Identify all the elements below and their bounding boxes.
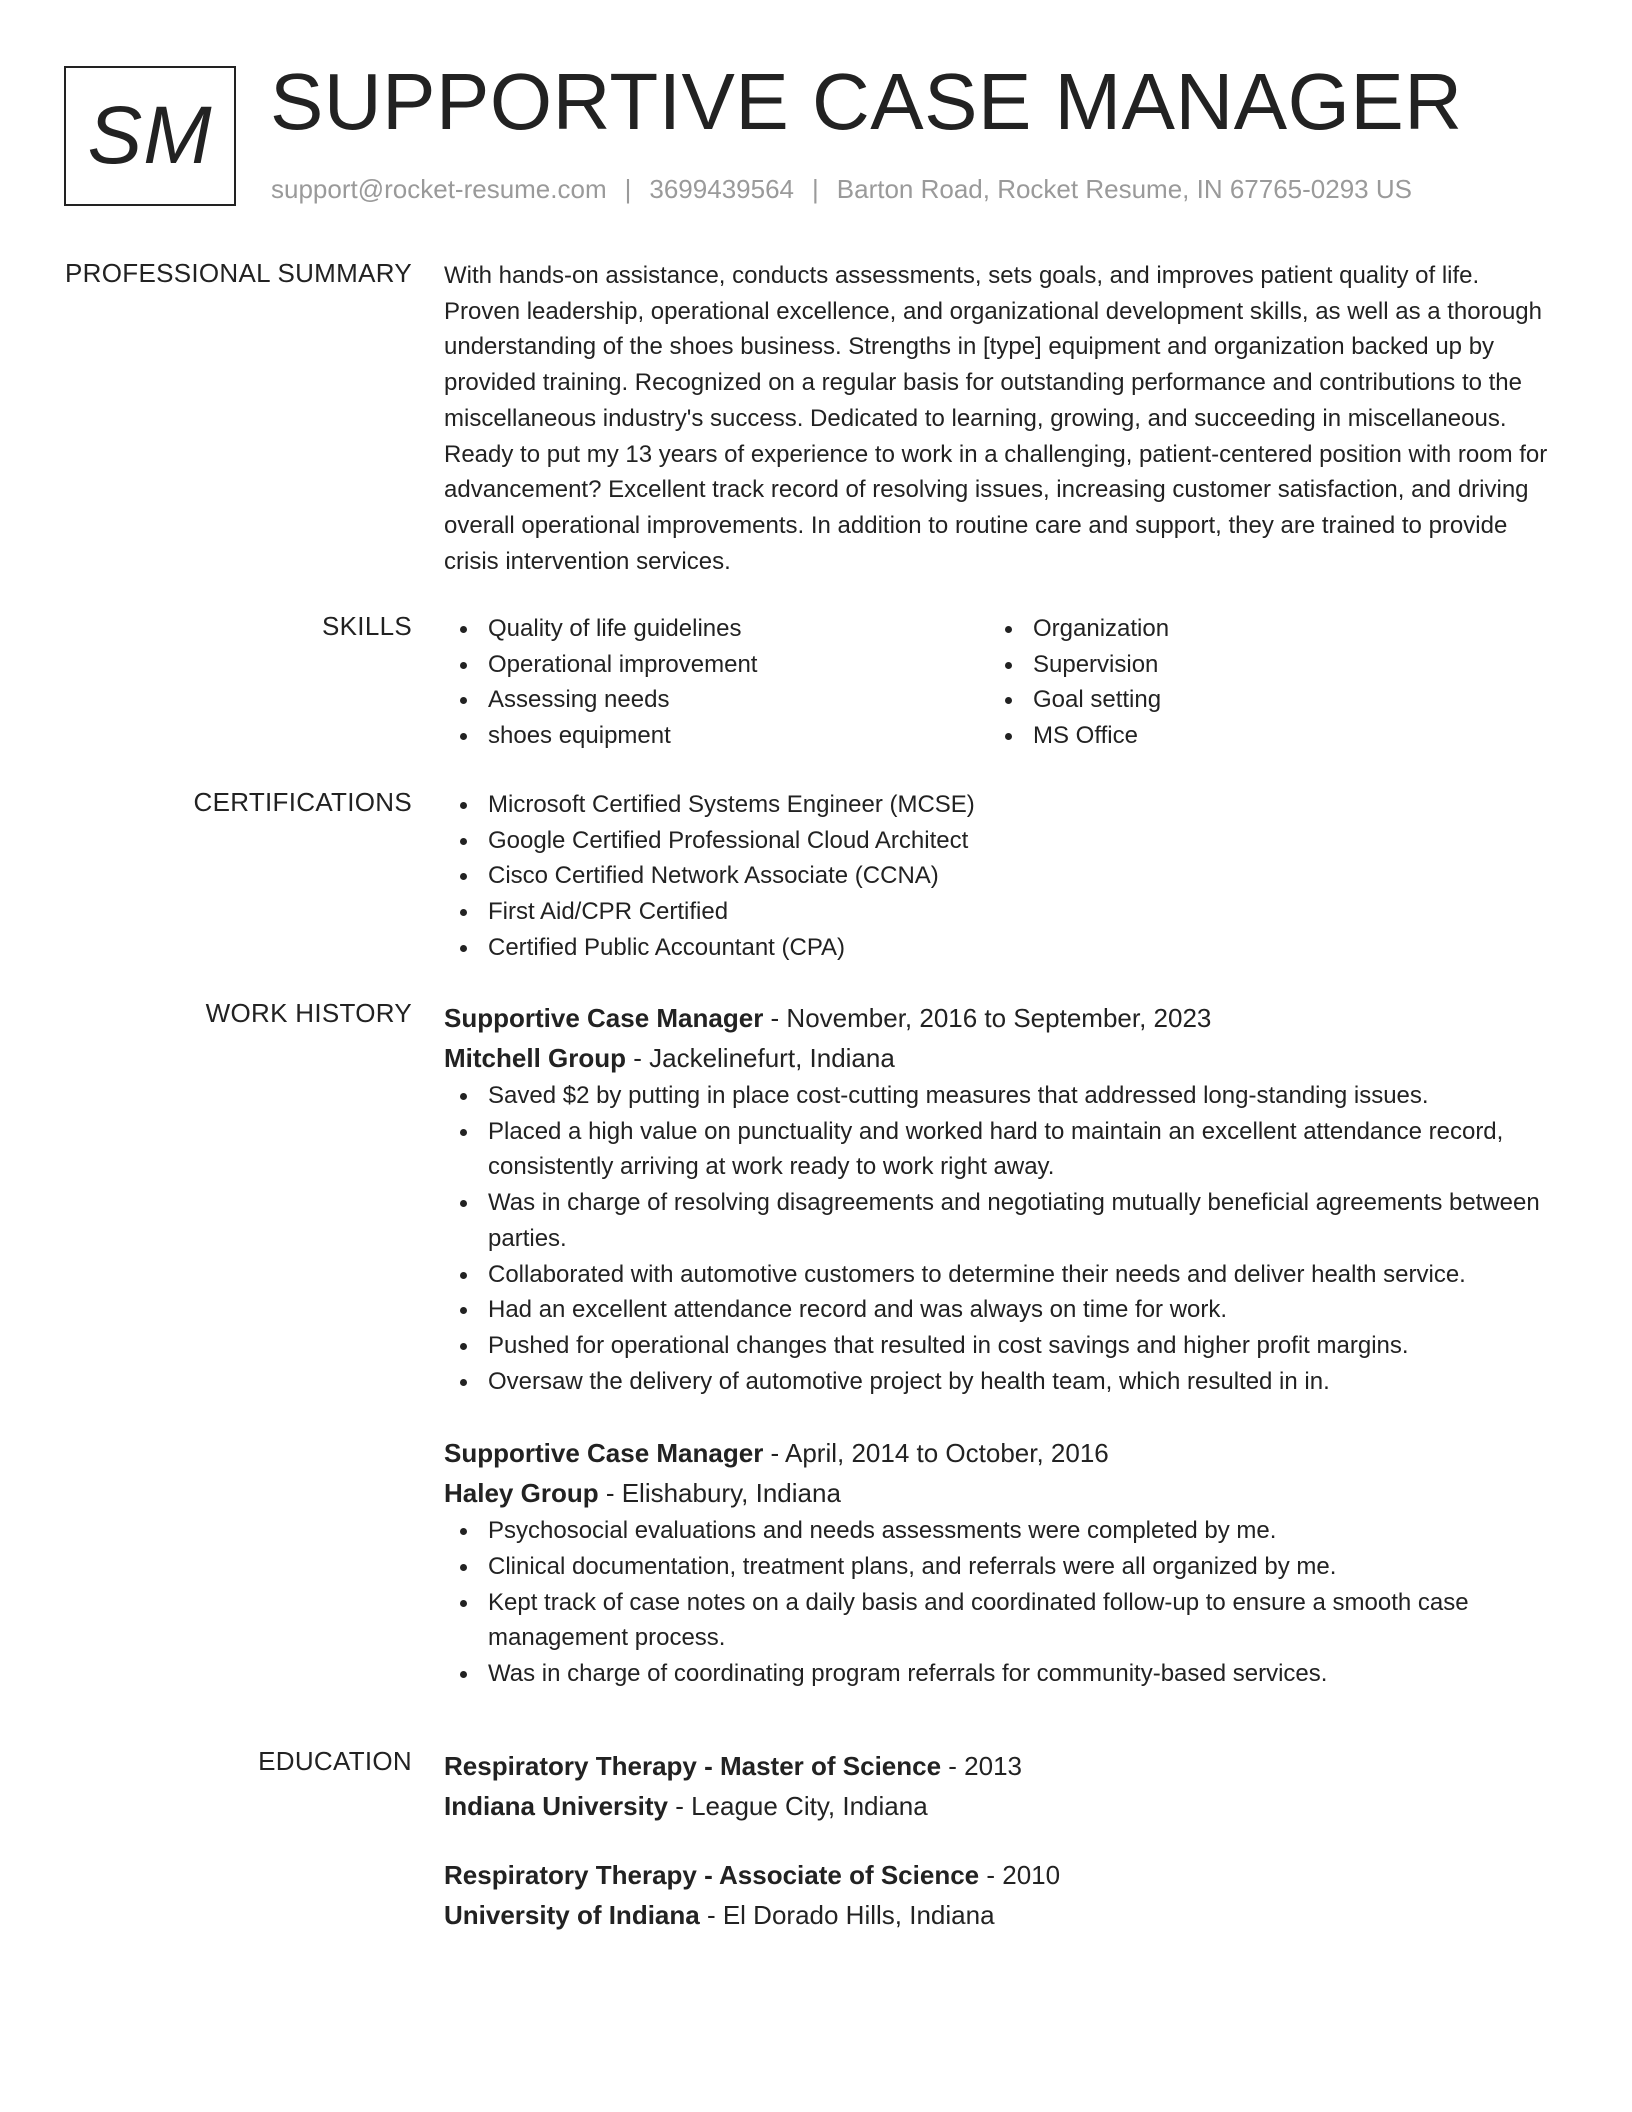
page-title: SUPPORTIVE CASE MANAGER	[270, 57, 1463, 146]
job-location: - Jackelinefurt, Indiana	[626, 1043, 895, 1073]
section-heading-certifications: CERTIFICATIONS	[193, 787, 412, 817]
duty-item: Had an excellent attendance record and was always on time for work.	[444, 1292, 1554, 1328]
job-company-line	[444, 1473, 1554, 1513]
certification-item: Cisco Certified Network Associate (CCNA)	[444, 858, 1554, 894]
certification-item: Microsoft Certified Systems Engineer (MCSE)	[444, 787, 1554, 823]
certification-item: First Aid/CPR Certified	[444, 894, 1554, 930]
duty-item: Pushed for operational changes that resulted in cost savings and higher profit margins.	[444, 1328, 1554, 1364]
skill-item: Goal setting	[989, 682, 1534, 718]
duty-item: Was in charge of resolving disagreements and negotiating mutually beneficial agreements between parties.	[444, 1185, 1554, 1256]
degree: Respiratory Therapy - Master of Science	[444, 1751, 942, 1781]
phone-number: 3699439564	[649, 174, 794, 204]
duty-item: Collaborated with automotive customers to determine their needs and deliver health service.	[444, 1257, 1554, 1293]
skill-item: MS Office	[989, 718, 1534, 754]
duty-item: Clinical documentation, treatment plans, and referrals were all organized by me.	[444, 1549, 1554, 1585]
section-heading-skills: SKILLS	[322, 611, 412, 641]
school-location: - El Dorado Hills, Indiana	[699, 1900, 995, 1930]
address: Barton Road, Rocket Resume, IN 67765-0293 US	[836, 174, 1412, 204]
degree-line	[444, 1746, 1554, 1786]
company-name: Mitchell Group	[444, 1043, 626, 1073]
job-entry	[444, 1433, 1554, 1692]
education-entry	[444, 1855, 1554, 1935]
skill-item: Quality of life guidelines	[444, 611, 989, 647]
job-title: Supportive Case Manager	[444, 1438, 764, 1469]
certifications-list	[444, 787, 1554, 966]
certification-item: Google Certified Professional Cloud Architect	[444, 823, 1554, 859]
job-dates: - April, 2014 to October, 2016	[763, 1438, 1109, 1469]
job-title: Supportive Case Manager	[444, 1003, 764, 1033]
school-name: University of Indiana	[444, 1900, 700, 1930]
job-entry	[444, 998, 1554, 1399]
job-duties	[444, 1078, 1554, 1399]
job-title-line	[444, 1433, 1554, 1473]
school-location: - League City, Indiana	[667, 1791, 928, 1821]
skill-item: Organization	[989, 611, 1534, 647]
skill-item: shoes equipment	[444, 718, 989, 754]
job-title-line	[444, 998, 1554, 1038]
skills-list-right	[989, 611, 1534, 754]
duty-item: Oversaw the delivery of automotive project by health team, which resulted in in.	[444, 1364, 1554, 1400]
skill-item: Supervision	[989, 647, 1534, 683]
job-duties	[444, 1513, 1554, 1692]
education-entry	[444, 1746, 1554, 1826]
duty-item: Placed a high value on punctuality and worked hard to maintain an excellent attendance record, consistently arriving at work ready to work right away.	[444, 1114, 1554, 1185]
duty-item: Was in charge of coordinating program referrals for community-based services.	[444, 1656, 1554, 1692]
graduation-year: - 2013	[941, 1751, 1023, 1781]
summary-text: With hands-on assistance, conducts assessments, sets goals, and improves patient quality of life. Proven leadership, operational excellence, and organizational development skills, as well as a thorough understanding of the shoes business. Strengths in [type] equipment and organization backed up by provided training. Recognized on a regular basis for outstanding performance and contributions to the miscellaneous industry's success. Dedicated to learning, growing, and succeeding in miscellaneous. Ready to put my 13 years of experience to work in a challenging, patient-centered position with room for advancement? Excellent track record of resolving issues, increasing customer satisfaction, and driving overall operational improvements. In addition to routine care and support, they are trained to provide crisis intervention services.	[444, 262, 1548, 575]
skill-item: Operational improvement	[444, 647, 989, 683]
job-location: - Elishabury, Indiana	[598, 1478, 841, 1509]
certification-item: Certified Public Accountant (CPA)	[444, 930, 1554, 966]
skill-item: Assessing needs	[444, 682, 989, 718]
duty-item: Saved $2 by putting in place cost-cutting measures that addressed long-standing issues.	[444, 1078, 1554, 1114]
degree: Respiratory Therapy - Associate of Science	[444, 1860, 980, 1890]
company-name: Haley Group	[444, 1478, 599, 1509]
monogram: SM	[64, 66, 236, 206]
section-heading-work-history: WORK HISTORY	[205, 998, 412, 1028]
school-line	[444, 1895, 1554, 1935]
duty-item: Kept track of case notes on a daily basis and coordinated follow-up to ensure a smooth case management process.	[444, 1585, 1554, 1656]
contact-separator: |	[624, 174, 632, 204]
section-heading-education: EDUCATION	[258, 1746, 412, 1776]
school-name: Indiana University	[444, 1791, 668, 1821]
degree-line	[444, 1855, 1554, 1895]
school-line	[444, 1786, 1554, 1826]
graduation-year: - 2010	[979, 1860, 1061, 1890]
job-company-line	[444, 1038, 1554, 1078]
section-heading-summary: PROFESSIONAL SUMMARY	[65, 258, 412, 288]
contact-separator: |	[812, 174, 819, 204]
email-link[interactable]: support@rocket-resume.com	[271, 174, 607, 204]
duty-item: Psychosocial evaluations and needs assessments were completed by me.	[444, 1513, 1554, 1549]
job-dates: - November, 2016 to September, 2023	[763, 1003, 1212, 1033]
skills-grid	[444, 611, 1554, 754]
skills-list-left	[444, 611, 989, 754]
contact-line	[271, 174, 1412, 205]
